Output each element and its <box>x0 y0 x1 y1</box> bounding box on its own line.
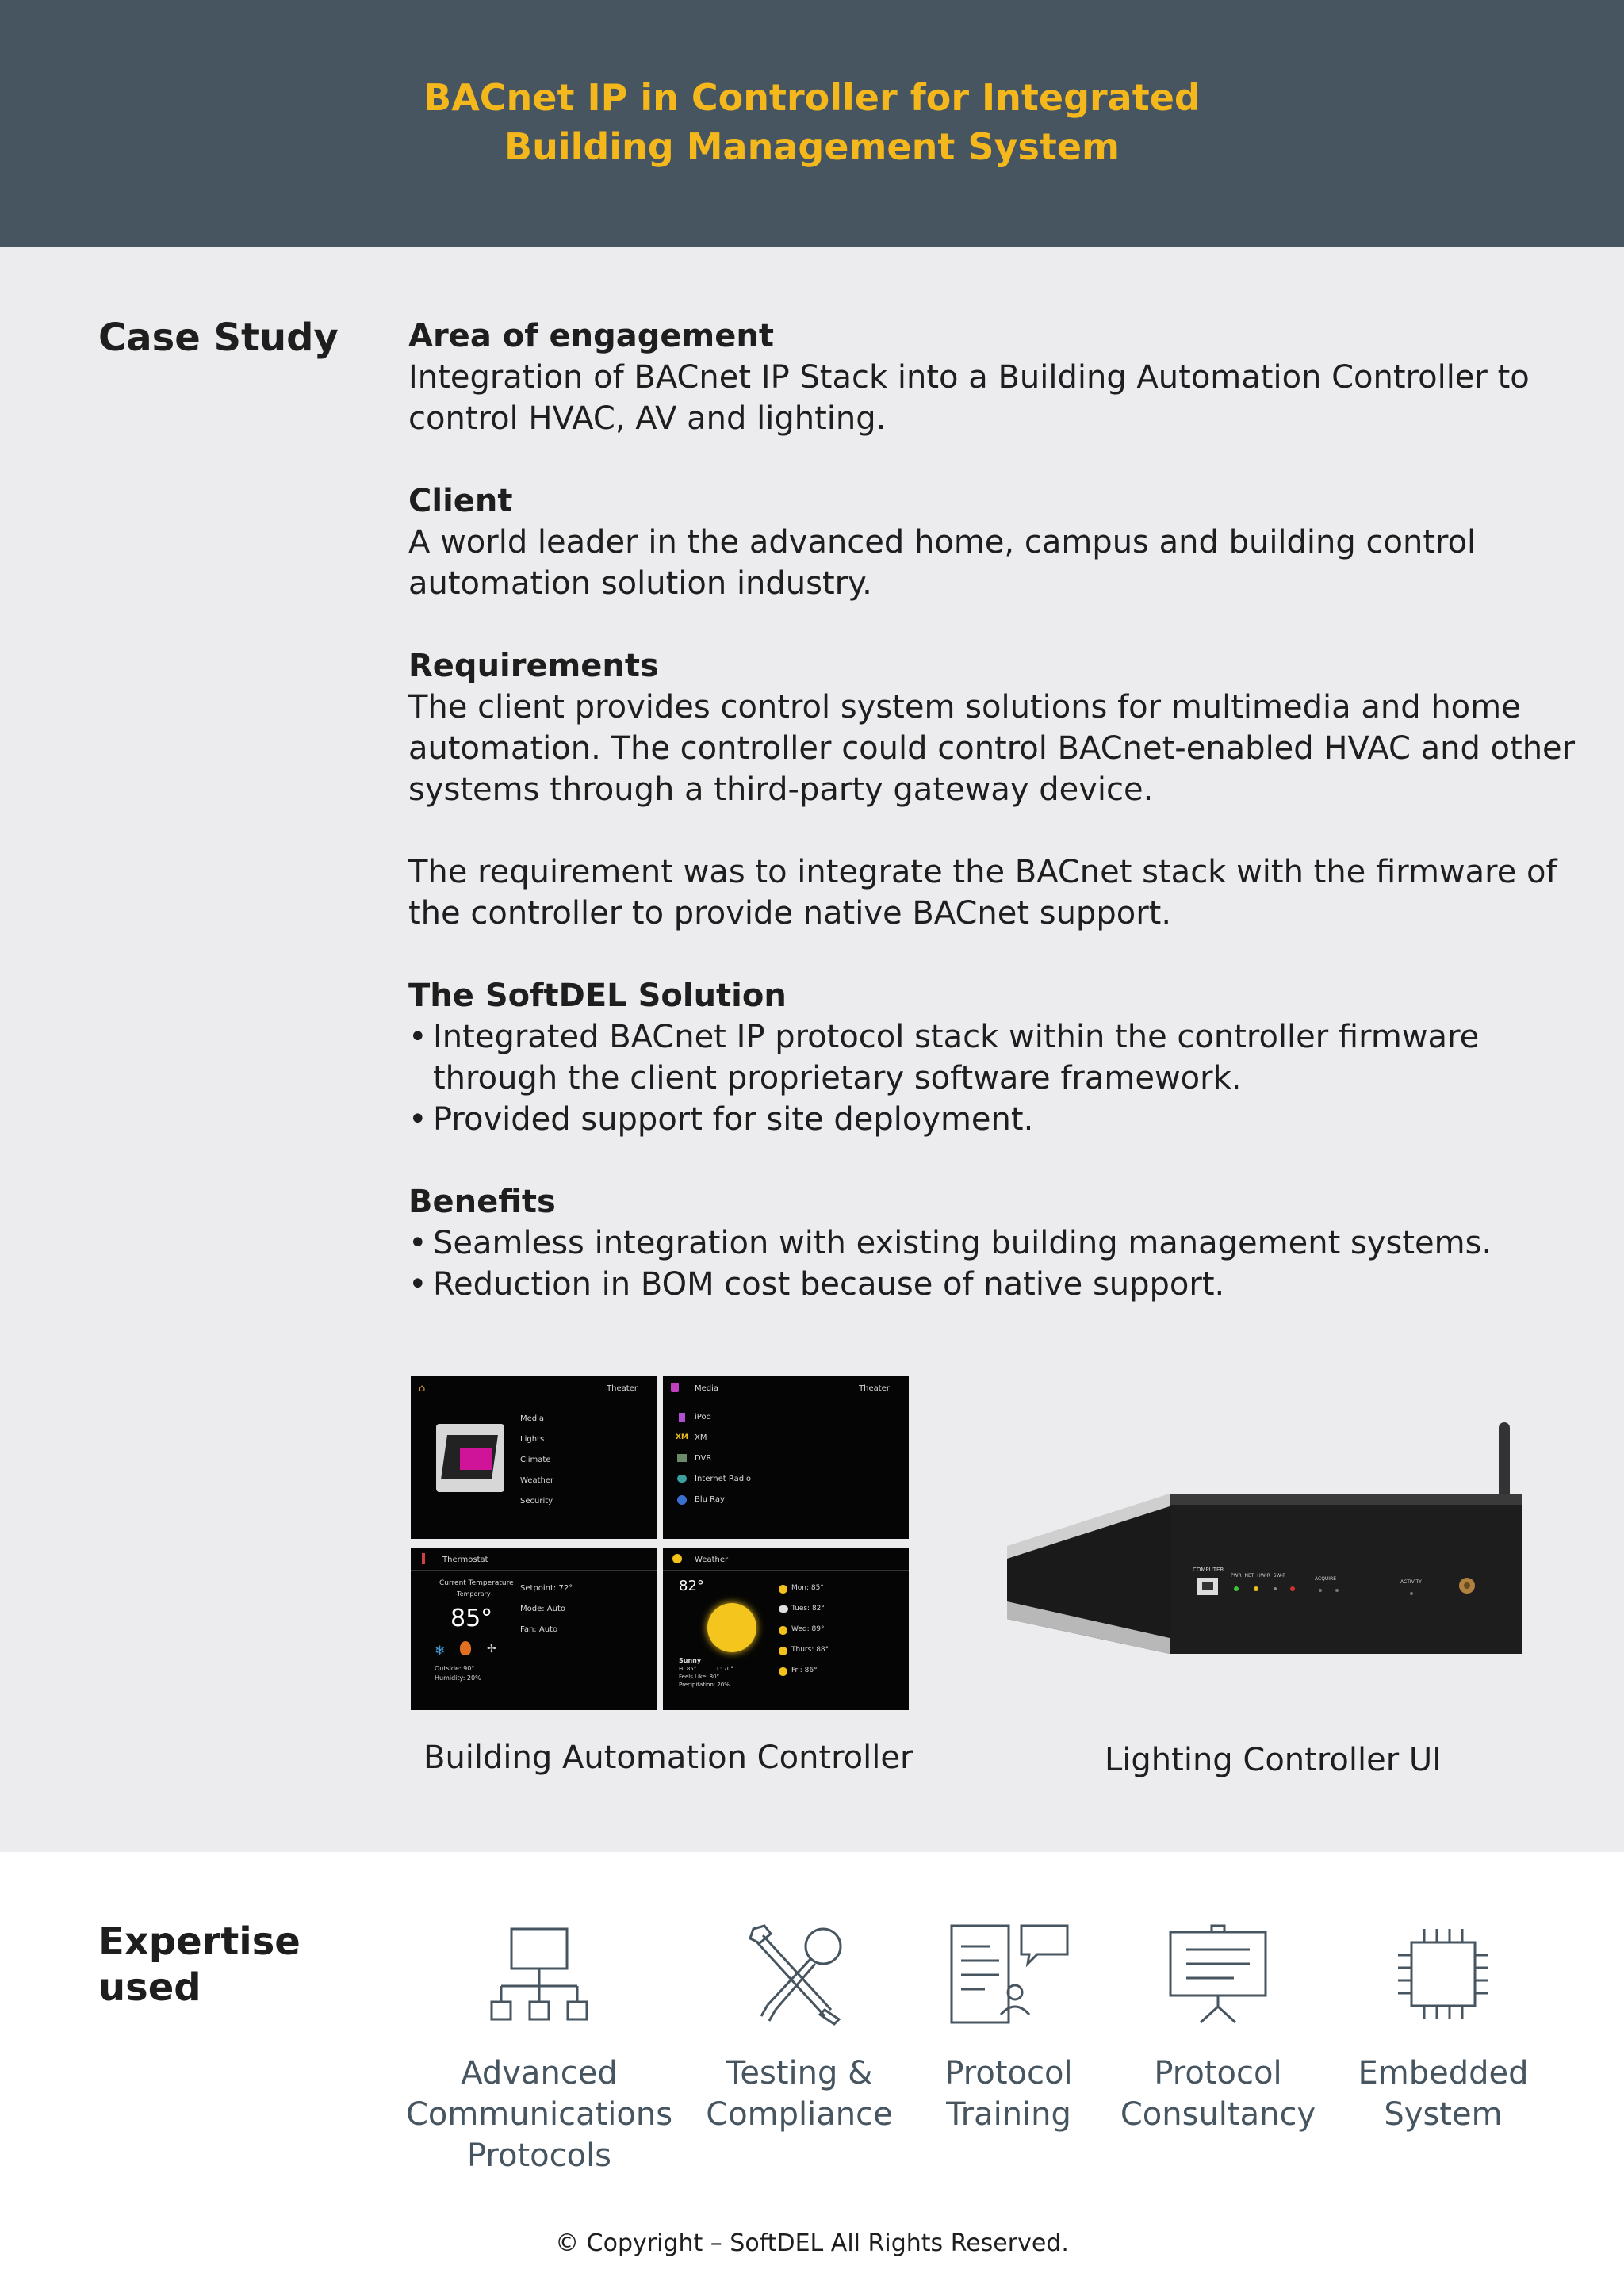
forecast-sun-icon <box>779 1585 787 1594</box>
menu-item[interactable]: Climate <box>520 1456 551 1464</box>
clapperboard-icon <box>436 1424 504 1492</box>
section-heading: Benefits <box>408 1184 556 1220</box>
media-item[interactable]: iPod <box>695 1413 711 1422</box>
caption-building-automation: Building Automation Controller <box>423 1739 914 1776</box>
media-item[interactable]: XM <box>695 1433 707 1442</box>
section-text: Integration of BACnet IP Stack into a Building Automation Controller to control HVAC, AV and lighting. <box>408 359 1530 437</box>
home-icon: ⌂ <box>419 1383 426 1395</box>
case-study-content <box>408 316 1582 1346</box>
page-title: BACnet IP in Controller for Integrated Building Management System <box>423 76 1201 168</box>
forecast-day: Thurs: 88° <box>791 1646 829 1654</box>
media-icon <box>671 1383 679 1392</box>
microchip-icon <box>1388 1923 1499 2026</box>
menu-item[interactable]: Security <box>520 1497 553 1506</box>
fan-icon: ✢ <box>487 1643 496 1655</box>
bullet-item: • Provided support for site deployment. <box>408 1101 1034 1138</box>
expertise-label: Expertise used <box>98 1919 301 2010</box>
forecast-day: Wed: 89° <box>791 1625 825 1633</box>
forecast-day: Tues: 82° <box>791 1605 825 1613</box>
solution-section <box>408 975 1582 1140</box>
dvr-icon <box>677 1454 687 1462</box>
menu-item[interactable]: Lights <box>520 1435 545 1444</box>
expertise-protocol-training: Protocol Training <box>914 1923 1104 2135</box>
ipod-icon <box>679 1413 685 1422</box>
document-chat-icon <box>945 1923 1072 2026</box>
mode-value[interactable]: Mode: Auto <box>520 1605 566 1613</box>
thermometer-icon <box>422 1553 425 1564</box>
media-item[interactable]: DVR <box>695 1454 712 1463</box>
expertise-embedded-system: Embedded System <box>1340 1923 1546 2135</box>
section-heading: Client <box>408 483 513 519</box>
expertise-protocol-consultancy: Protocol Consultancy <box>1115 1923 1321 2135</box>
bluray-icon <box>677 1495 687 1505</box>
presentation-easel-icon <box>1162 1923 1274 2026</box>
lighting-controller-device: COMPUTER PWR NET HW-R SW-R ACQUIRE ACTIVITY <box>999 1411 1538 1665</box>
sun-icon <box>707 1603 756 1652</box>
forecast-sun-icon <box>779 1626 787 1635</box>
caption-lighting-controller: Lighting Controller UI <box>1105 1742 1442 1778</box>
setpoint-value[interactable]: Setpoint: 72° <box>520 1584 573 1593</box>
section-heading: Area of engagement <box>408 318 774 354</box>
menu-item[interactable]: Media <box>520 1414 545 1423</box>
flame-icon <box>460 1641 471 1655</box>
weather-screen: Weather 82° Sunny H: 85° L: 70° Feels Like: 80° Precipitation: 20% Mon: 85° Tues: 82° Wed: 89° Thurs: 88° Fri: 86° <box>663 1548 909 1710</box>
media-item[interactable]: Blu Ray <box>695 1495 725 1504</box>
wrench-screwdriver-icon <box>744 1923 855 2026</box>
section-text: The requirement was to integrate the BACnet stack with the firmware of the controller to provide native BACnet support. <box>408 854 1557 932</box>
area-of-engagement <box>408 316 1582 439</box>
media-screen: Media Theater iPod XM XM DVR Internet Radio Blu Ray <box>663 1376 909 1539</box>
network-hierarchy-icon <box>484 1923 595 2026</box>
section-heading: Requirements <box>408 648 659 684</box>
forecast-sun-icon <box>779 1667 787 1676</box>
forecast-cloud-icon <box>779 1605 788 1613</box>
radio-icon <box>677 1475 687 1483</box>
bullet-item: • Reduction in BOM cost because of native support. <box>408 1266 1225 1303</box>
forecast-sun-icon <box>779 1647 787 1655</box>
media-item[interactable]: Internet Radio <box>695 1475 751 1483</box>
thermostat-screen: Thermostat Current Temperature -Temporary- 85° ❄ ✢ Outside: 90° Humidity: 20% Setpoint: 72° Mode: Auto Fan: Auto <box>411 1548 657 1710</box>
menu-item[interactable]: Weather <box>520 1476 554 1485</box>
xm-icon: XM <box>676 1433 688 1441</box>
benefits-section <box>408 1181 1582 1305</box>
section-text: A world leader in the advanced home, campus and building control automation solution industry. <box>408 524 1477 602</box>
bullet-item: • Integrated BACnet IP protocol stack within the controller firmware through the client proprietary software framework. <box>408 1019 1480 1096</box>
header-banner <box>0 0 1624 247</box>
home-screen: ⌂ Theater Media Lights Climate Weather Security <box>411 1376 657 1539</box>
snowflake-icon: ❄ <box>435 1643 446 1658</box>
section-text: The client provides control system solutions for multimedia and home automation. The controller could control BACnet-enabled HVAC and other systems through a third-party gateway device. <box>408 689 1576 808</box>
expertise-testing-compliance: Testing & Compliance <box>688 1923 910 2135</box>
sun-small-icon <box>672 1554 682 1563</box>
forecast-day: Fri: 86° <box>791 1667 818 1674</box>
bullet-item: • Seamless integration with existing building management systems. <box>408 1225 1492 1261</box>
requirements-section <box>408 645 1582 934</box>
forecast-day: Mon: 85° <box>791 1584 824 1592</box>
copyright-footer: © Copyright – SoftDEL All Rights Reserved. <box>555 2229 1069 2257</box>
client-section <box>408 480 1582 604</box>
case-study-label: Case Study <box>98 316 339 360</box>
expertise-advanced-communications: Advanced Communications Protocols <box>396 1923 682 2176</box>
fan-value[interactable]: Fan: Auto <box>520 1625 558 1634</box>
section-heading: The SoftDEL Solution <box>408 978 787 1014</box>
